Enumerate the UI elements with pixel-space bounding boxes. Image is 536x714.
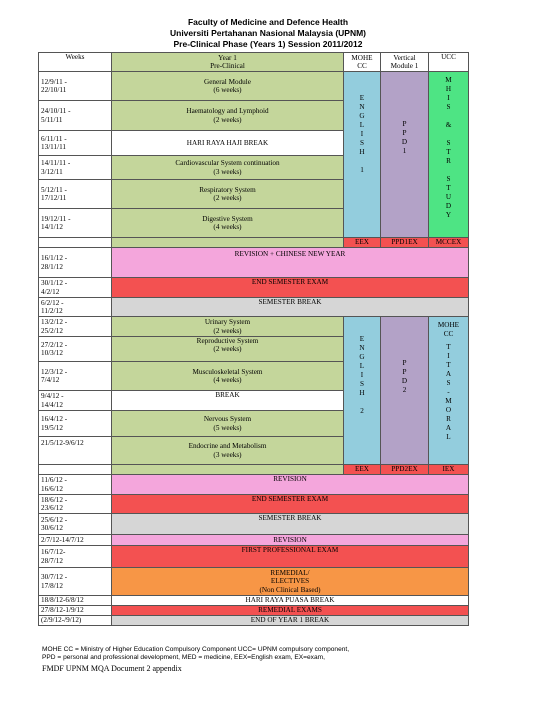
titas-letter: O <box>445 406 452 414</box>
module-cell: Haematology and Lymphoid (2 weeks) <box>112 101 344 131</box>
table-row <box>39 546 469 568</box>
table-row <box>39 495 469 514</box>
english2-letter: S <box>360 380 364 388</box>
semester-break-cell: SEMESTER BREAK <box>112 514 469 535</box>
english2-letter: 2 <box>360 407 364 415</box>
week-cell: (2/9/12-/9/12) <box>39 616 112 626</box>
english2-column <box>344 317 381 465</box>
footer-legend-1: MOHE CC = Ministry of Higher Education Compulsory Component UCC= UPNM compulsory component, <box>42 646 350 653</box>
module-cell: Respiratory System (2 weeks) <box>112 180 344 209</box>
week-cell: 30/7/12 - 17/8/12 <box>39 568 112 596</box>
mccex-cell: MCCEX <box>429 238 469 248</box>
mhis-letter: T <box>446 148 451 156</box>
mhis-letter: H <box>445 85 452 93</box>
module-cell: Digestive System (4 weeks) <box>112 209 344 238</box>
titas-letter: - <box>447 388 450 396</box>
mhis-column <box>429 72 469 238</box>
table-row <box>39 317 469 337</box>
mhis-letter: Y <box>445 211 452 219</box>
module-cell: Endocrine and Metabolism (3 weeks) <box>112 437 344 465</box>
mhis-letter: T <box>446 184 451 192</box>
title-phase: Pre-Clinical Phase (Years 1) Session 2011/2012 <box>173 39 363 49</box>
week-cell: 12/9/11 - 22/10/11 <box>39 72 112 101</box>
english1-column <box>344 72 381 238</box>
module-cell: HARI RAYA HAJI BREAK <box>112 131 344 156</box>
ppd2-letter: D <box>401 377 408 385</box>
module-cell: Musculoskeletal System (4 weeks) <box>112 362 344 391</box>
titas-letter: A <box>445 370 452 378</box>
mhis-letter <box>431 166 466 175</box>
table-row <box>39 606 469 616</box>
english1-letter: I <box>360 130 364 138</box>
schedule-table <box>38 52 469 626</box>
english1-letter: N <box>359 103 365 111</box>
footer-document: FMDF UPNM MQA Document 2 appendix <box>42 664 182 673</box>
eex-cell: EEX <box>344 465 381 475</box>
table-row <box>39 475 469 495</box>
ppd1-letter: 1 <box>402 147 407 155</box>
ppd2-letter: P <box>402 368 407 376</box>
revision-cell: REVISION <box>112 475 469 495</box>
mhis-letter: M <box>445 76 452 84</box>
ppd1ex-cell: PPD1EX <box>381 238 429 248</box>
ppd1-letter: P <box>402 120 407 128</box>
module-cell: Nervous System (5 weeks) <box>112 411 344 437</box>
english1-letter <box>346 157 378 166</box>
week-cell: 9/4/12 - 14/4/12 <box>39 391 112 411</box>
module-cell: BREAK <box>112 391 344 411</box>
week-cell: 16/7/12- 28/7/12 <box>39 546 112 568</box>
mhis-letter: S <box>446 103 451 111</box>
table-row <box>39 616 469 626</box>
week-cell: 21/5/12-9/6/12 <box>39 437 112 465</box>
week-cell: 27/2/12 - 10/3/12 <box>39 337 112 362</box>
mhis-letter: S <box>446 139 451 147</box>
mhis-letter: & <box>445 121 452 129</box>
eex-cell: EEX <box>344 238 381 248</box>
exam-row <box>39 465 469 475</box>
week-cell: 18/8/12-6/8/12 <box>39 596 112 606</box>
remedial-exams-cell: REMEDIAL EXAMS <box>112 606 469 616</box>
table-row <box>39 278 469 298</box>
titas-letter: T <box>446 343 451 351</box>
iex-cell: IEX <box>429 465 469 475</box>
week-cell: 24/10/11 - 5/11/11 <box>39 101 112 131</box>
table-row <box>39 596 469 606</box>
title-faculty: Faculty of Medicine and Defence Health <box>187 17 349 27</box>
table-row <box>39 248 469 278</box>
week-cell: 2/7/12-14/7/12 <box>39 535 112 546</box>
week-cell: 6/11/11 - 13/11/11 <box>39 131 112 156</box>
mohe-header: MOHE CC <box>344 53 381 72</box>
week-cell: 5/12/11 - 17/12/11 <box>39 180 112 209</box>
ppd1-column <box>381 72 429 238</box>
footer-legend-2: PPD = personal and professional development, MED = medicine, EEX=English exam, EX=exam, <box>42 654 325 661</box>
ppd2ex-cell: PPD2EX <box>381 465 429 475</box>
end-semester-exam-cell: END SEMESTER EXAM <box>112 495 469 514</box>
english1-letter: H <box>359 148 365 156</box>
mhis-letter: I <box>447 94 450 102</box>
mhis-letter <box>431 112 466 121</box>
english1-letter: L <box>359 121 365 129</box>
table-row <box>39 298 469 317</box>
week-cell: 18/6/12 - 23/6/12 <box>39 495 112 514</box>
titas-letter: A <box>445 424 452 432</box>
english1-letter: E <box>359 94 365 102</box>
titas-column: MOHE CC T I T A S - M O R A L <box>429 317 469 465</box>
table-row <box>39 568 469 596</box>
titas-letter: I <box>447 352 450 360</box>
week-cell: 13/2/12 - 25/2/12 <box>39 317 112 337</box>
revision-cny-cell: REVISION + CHINESE NEW YEAR <box>112 248 469 278</box>
ppd2-letter: 2 <box>402 386 407 394</box>
module-cell: General Module (6 weeks) <box>112 72 344 101</box>
english1-letter: S <box>360 139 364 147</box>
week-cell: 16/4/12 - 19/5/12 <box>39 411 112 437</box>
table-row <box>39 72 469 101</box>
vertical-header: Vertical Module 1 <box>381 53 429 72</box>
titas-letter: R <box>446 415 451 423</box>
remedial-electives-cell: REMEDIAL/ ELECTIVES (Non Clinical Based) <box>112 568 469 596</box>
table-row <box>39 535 469 546</box>
english1-letter: 1 <box>360 166 364 174</box>
titas-letter: M <box>445 397 452 405</box>
english2-letter: E <box>359 335 365 343</box>
week-cell: 11/6/12 - 16/6/12 <box>39 475 112 495</box>
week-cell: 12/3/12 - 7/4/12 <box>39 362 112 391</box>
mhis-letter: D <box>445 202 452 210</box>
ppd1-letter: P <box>402 129 407 137</box>
module-cell: Reproductive System (2 weeks) <box>112 337 344 362</box>
english2-letter: N <box>359 344 365 352</box>
ppd2-column <box>381 317 429 465</box>
exam-row <box>39 238 469 248</box>
english2-letter: H <box>359 389 365 397</box>
header-row <box>39 53 469 72</box>
ppd1-letter: D <box>401 138 408 146</box>
weeks-header: Weeks <box>39 53 112 72</box>
module-cell: Cardiovascular System continuation (3 weeks) <box>112 156 344 180</box>
week-cell: 30/1/12 - 4/2/12 <box>39 278 112 298</box>
semester-break-cell: SEMESTER BREAK <box>112 298 469 317</box>
mhis-letter: S <box>446 175 451 183</box>
mhis-letter: U <box>445 193 452 201</box>
mhis-letter: R <box>446 157 451 165</box>
table-row <box>39 514 469 535</box>
titas-letter: S <box>446 379 451 387</box>
mhis-letter <box>431 130 466 139</box>
first-professional-exam-cell: FIRST PROFESSIONAL EXAM <box>112 546 469 568</box>
week-cell: 16/1/12 - 28/1/12 <box>39 248 112 278</box>
english2-letter: I <box>360 371 364 379</box>
week-cell: 6/2/12 - 11/2/12 <box>39 298 112 317</box>
revision-cell: REVISION <box>112 535 469 546</box>
year1-header: Year 1 Pre-Clinical <box>112 53 344 72</box>
titas-letter: L <box>446 433 451 441</box>
hari-raya-puasa-cell: HARI RAYA PUASA BREAK <box>112 596 469 606</box>
english2-letter <box>346 398 378 407</box>
week-cell: 14/11/11 - 3/12/11 <box>39 156 112 180</box>
module-cell: Urinary System (2 weeks) <box>112 317 344 337</box>
english2-letter: G <box>359 353 365 361</box>
titas-letter: T <box>446 361 451 369</box>
end-of-year-break-cell: END OF YEAR 1 BREAK <box>112 616 469 626</box>
title-university: Universiti Pertahanan Nasional Malaysia (UPNM) <box>169 28 367 38</box>
end-semester-exam-cell: END SEMESTER EXAM <box>112 278 469 298</box>
week-cell: 19/12/11 - 14/1/12 <box>39 209 112 238</box>
english1-letter: G <box>359 112 365 120</box>
week-cell: 25/6/12 - 30/6/12 <box>39 514 112 535</box>
week-cell: 27/8/12-1/9/12 <box>39 606 112 616</box>
ucc-header: UCC <box>429 53 469 72</box>
ppd2-letter: P <box>402 359 407 367</box>
english2-letter: L <box>359 362 365 370</box>
